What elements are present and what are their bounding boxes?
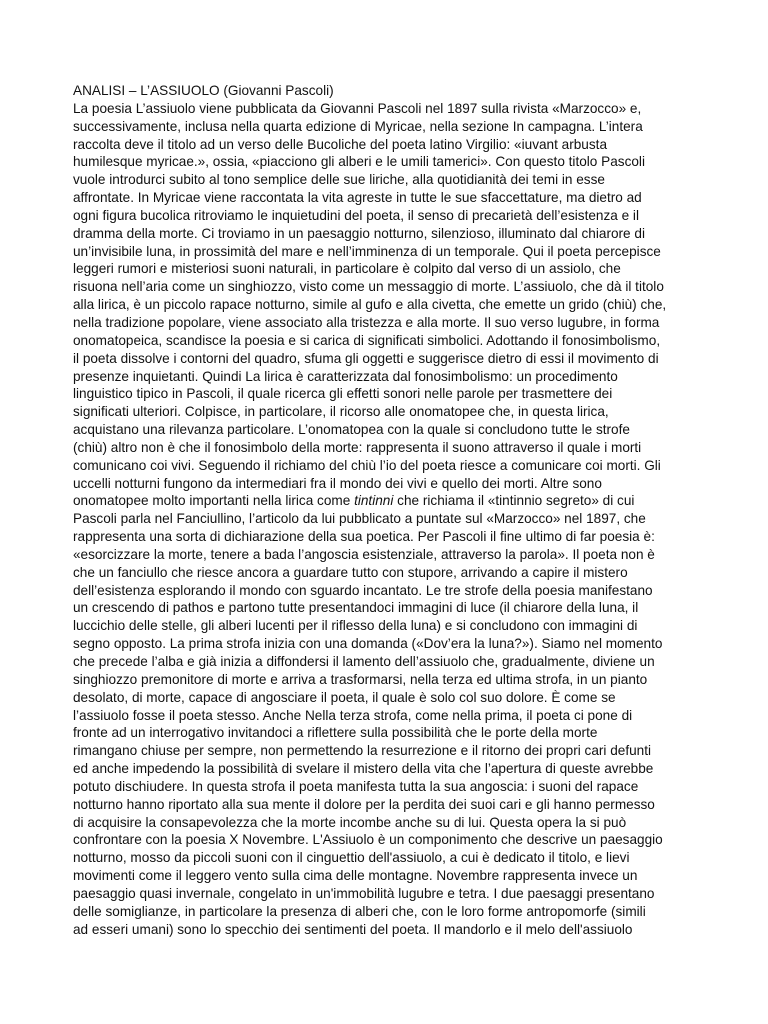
paragraph-line <box>73 707 697 725</box>
text-segment: «esorcizzare la morte, tenere a bada l’angoscia esistenziale, attraverso la parola». Il poeta non è <box>73 546 655 562</box>
paragraph-line <box>73 118 697 136</box>
document-title: ANALISI – L’ASSIUOLO (Giovanni Pascoli) <box>73 83 334 98</box>
paragraph-line <box>73 243 697 261</box>
text-segment: successivamente, inclusa nella quarta edizione di Myricae, nella sezione In campagna. L’intera <box>73 118 643 134</box>
paragraph-line <box>73 528 697 546</box>
text-segment: che precede l’alba e già inizia a diffondersi il lamento dell’assiuolo che, gradualmente, diviene un <box>73 654 655 669</box>
paragraph-line <box>73 421 697 439</box>
paragraph-line <box>73 689 697 707</box>
text-segment: humilesque myricae.», ossia, «piacciono gli alberi e le umili tamerici». Con questo titolo Pascoli <box>73 154 645 170</box>
text-segment: movimenti come il leggero vento sulla cima delle montagne. Novembre rappresenta invece un <box>73 868 638 884</box>
paragraph-line <box>73 599 697 617</box>
paragraph-line <box>73 564 697 582</box>
text-segment: fronte ad un interrogativo invitandoci a riflettere sulla possibilità che le porte della morte <box>73 725 598 741</box>
paragraph-line <box>73 903 697 921</box>
paragraph-line <box>73 153 697 171</box>
paragraph-line <box>73 475 697 493</box>
text-segment: paesaggio quasi invernale, congelato in un'immobilità lugubre e tetra. I due paesaggi presentano <box>73 885 655 901</box>
paragraph-line <box>73 385 697 403</box>
text-segment: affrontate. In Myricae viene raccontata la vita agreste in tutte le sue sfaccettature, ma dietro ad <box>73 190 642 206</box>
text-segment: un crescendo di pathos e partono tutte presentandoci immagini di luce (il chiarore della luna, il <box>73 600 639 616</box>
paragraph-line <box>73 617 697 635</box>
paragraph-line <box>73 314 697 332</box>
text-segment: luccichio delle stelle, gli alberi lucenti per il riflesso della luna) e si concludono con immagini di <box>73 618 638 634</box>
paragraph-line <box>73 796 697 814</box>
paragraph-line <box>73 921 697 939</box>
text-segment: ogni figura bucolica ritroviamo le inquietudini del poeta, il senso di precarietà dell’esistenza e il <box>73 207 639 223</box>
text-segment: il poeta dissolve i contorni del quadro, sfuma gli oggetti e suggerisce dietro di essi il movimento di <box>73 350 659 366</box>
text-segment: risuona nell’aria come un singhiozzo, visto come un messaggio di morte. L’assiuolo, che dà il titolo <box>73 279 664 295</box>
text-segment: comunicano coi vivi. Seguendo il richiamo del chiù l’io del poeta riesce a comunicare coi morti. Gli <box>73 457 661 473</box>
paragraph-line <box>73 635 697 653</box>
text-segment: leggeri rumori e misteriosi suoni naturali, in particolare è colpito dal verso di un assiolo, che <box>73 261 621 277</box>
text-segment: uccelli notturni fungono da intermediari fra il mondo dei vivi e quello dei morti. Altre sono <box>73 475 602 491</box>
text-segment: potuto dischiudere. In questa strofa il poeta manifesta tutta la sua angoscia: i suoni del rapace <box>73 778 639 794</box>
paragraph-line <box>73 510 697 528</box>
text-segment: dell’esistenza esplorando il mondo con sguardo incantato. Le tre strofe della poesia manifestano <box>73 582 653 598</box>
paragraph-line <box>73 849 697 867</box>
text-segment: un’invisibile luna, in prossimità del mare e nell’imminenza di un temporale. Qui il poeta percepisce <box>73 243 661 259</box>
paragraph-line <box>73 760 697 778</box>
text-segment: ed anche impedendo la possibilità di svelare il mistero della vita che l’apertura di queste avrebbe <box>73 761 654 777</box>
paragraph-line <box>73 653 697 671</box>
text-segment: delle somiglianze, in particolare la presenza di alberi che, con le loro forme antropomorfe (simili <box>73 903 646 919</box>
text-segment: Pascoli parla nel Fanciullino, l’articolo da lui pubblicato a puntate sul «Marzocco» nel 1897, che <box>73 511 646 527</box>
paragraph-line <box>73 171 697 189</box>
paragraph-line <box>73 350 697 368</box>
paragraph-line <box>73 207 697 225</box>
text-segment: acquistano una rilevanza particolare. L’onomatopea con la quale si concludono tutte le strofe <box>73 422 630 438</box>
text-segment: ad esseri umani) sono lo specchio dei sentimenti del poeta. Il mandorlo e il melo dell'assiuolo <box>73 921 633 937</box>
paragraph-line <box>73 439 697 457</box>
text-segment: segno opposto. La prima strofa inizia con una domanda («Dov’era la luna?»). Siamo nel momento <box>73 636 663 652</box>
paragraph-line <box>73 457 697 475</box>
paragraph-line <box>73 546 697 564</box>
paragraph-line <box>73 278 697 296</box>
paragraph-line <box>73 332 697 350</box>
paragraph-line <box>73 296 697 314</box>
text-segment: nella tradizione popolare, viene associato alla tristezza e alla morte. Il suo verso lugubre, in forma <box>73 314 660 330</box>
text-segment: (chiù) altro non è che il fonosimbolo della morte: rappresenta il suono attraverso il quale i morti <box>73 439 642 455</box>
text-segment: alla lirica, è un piccolo rapace notturno, simile al gufo e alla civetta, che emette un grido (chiù) che, <box>73 297 667 313</box>
paragraph-line <box>73 368 697 386</box>
text-segment: rimangano chiuse per sempre, non permettendo la resurrezione e il ritorno dei propri cari defunti <box>73 743 652 759</box>
paragraph-line <box>73 885 697 903</box>
text-segment: confrontare con la poesia X Novembre. L'Assiuolo è un componimento che descrive un paesaggio <box>73 832 663 848</box>
text-segment: linguistico tipico in Pascoli, il quale ricerca gli effetti sonori nelle parole per trasmettere dei <box>73 386 613 402</box>
text-segment: singhiozzo premonitore di morte e arriva a trasformarsi, nella terza ed ultima strofa, in un pianto <box>73 671 648 687</box>
paragraph-line <box>73 260 697 278</box>
text-segment: dramma della morte. Ci troviamo in un paesaggio notturno, silenzioso, illuminato dal chiarore di <box>73 225 645 241</box>
text-segment: che richiama il «tintinnio segreto» di cui <box>393 493 635 509</box>
text-segment: presenze inquietanti. Quindi La lirica è caratterizzata dal fonosimbolismo: un procedimento <box>73 368 618 384</box>
paragraph-line <box>73 492 697 510</box>
text-segment: notturno hanno riportato alla sua mente il dolore per la perdita dei suoi cari e gli hanno permesso <box>73 796 655 812</box>
paragraph-line <box>73 867 697 885</box>
paragraph-line <box>73 189 697 207</box>
paragraph-line <box>73 778 697 796</box>
text-segment: vuole introdurci subito al tono semplice delle sue liriche, alla quotidianità dei temi in esse <box>73 172 605 188</box>
text-segment: La poesia L’assiuolo viene pubblicata da Giovanni Pascoli nel 1897 sulla rivista «Marzocco» e, <box>73 100 642 116</box>
paragraph-line <box>73 100 697 118</box>
document-body <box>73 100 697 939</box>
text-segment: significati ulteriori. Colpisce, in particolare, il ricorso alle onomatopee che, in questa lirica, <box>73 404 609 420</box>
text-segment: desolato, di morte, capace di angosciare il poeta, il quale è solo col suo dolore. È come se <box>73 689 616 705</box>
paragraph-line <box>73 742 697 760</box>
document-page <box>73 82 697 939</box>
paragraph-line <box>73 582 697 600</box>
paragraph-line <box>73 225 697 243</box>
paragraph-line <box>73 136 697 154</box>
text-segment: notturno, mosso da piccoli suoni con il cinguettio dell'assiuolo, a cui è dedicato il titolo, e lievi <box>73 850 630 866</box>
text-segment: onomatopeica, scandisce la poesia e si carica di significati simbolici. Adottando il fonosimbolismo, <box>73 332 661 348</box>
text-segment: che un fanciullo che riesce ancora a guardare tutto con stupore, arrivando a capire il mistero <box>73 564 628 580</box>
italic-text: tintinni <box>354 493 394 509</box>
text-segment: rappresenta una sorta di dichiarazione della sua poetica. Per Pascoli il fine ultimo di far poesia è: <box>73 529 655 545</box>
text-segment: onomatopee molto importanti nella lirica come <box>73 493 355 509</box>
paragraph-line <box>73 724 697 742</box>
paragraph-line <box>73 814 697 832</box>
text-segment: di acquisire la consapevolezza che la morte incombe anche su di lui. Questa opera la si può <box>73 814 627 830</box>
paragraph-line <box>73 831 697 849</box>
text-segment: raccolta deve il titolo ad un verso delle Bucoliche del poeta latino Virgilio: «iuvant arbusta <box>73 136 608 152</box>
text-segment: l’assiuolo fosse il poeta stesso. Anche Nella terza strofa, come nella prima, il poeta ci pone di <box>73 707 633 723</box>
paragraph-line <box>73 671 697 689</box>
paragraph-line <box>73 403 697 421</box>
